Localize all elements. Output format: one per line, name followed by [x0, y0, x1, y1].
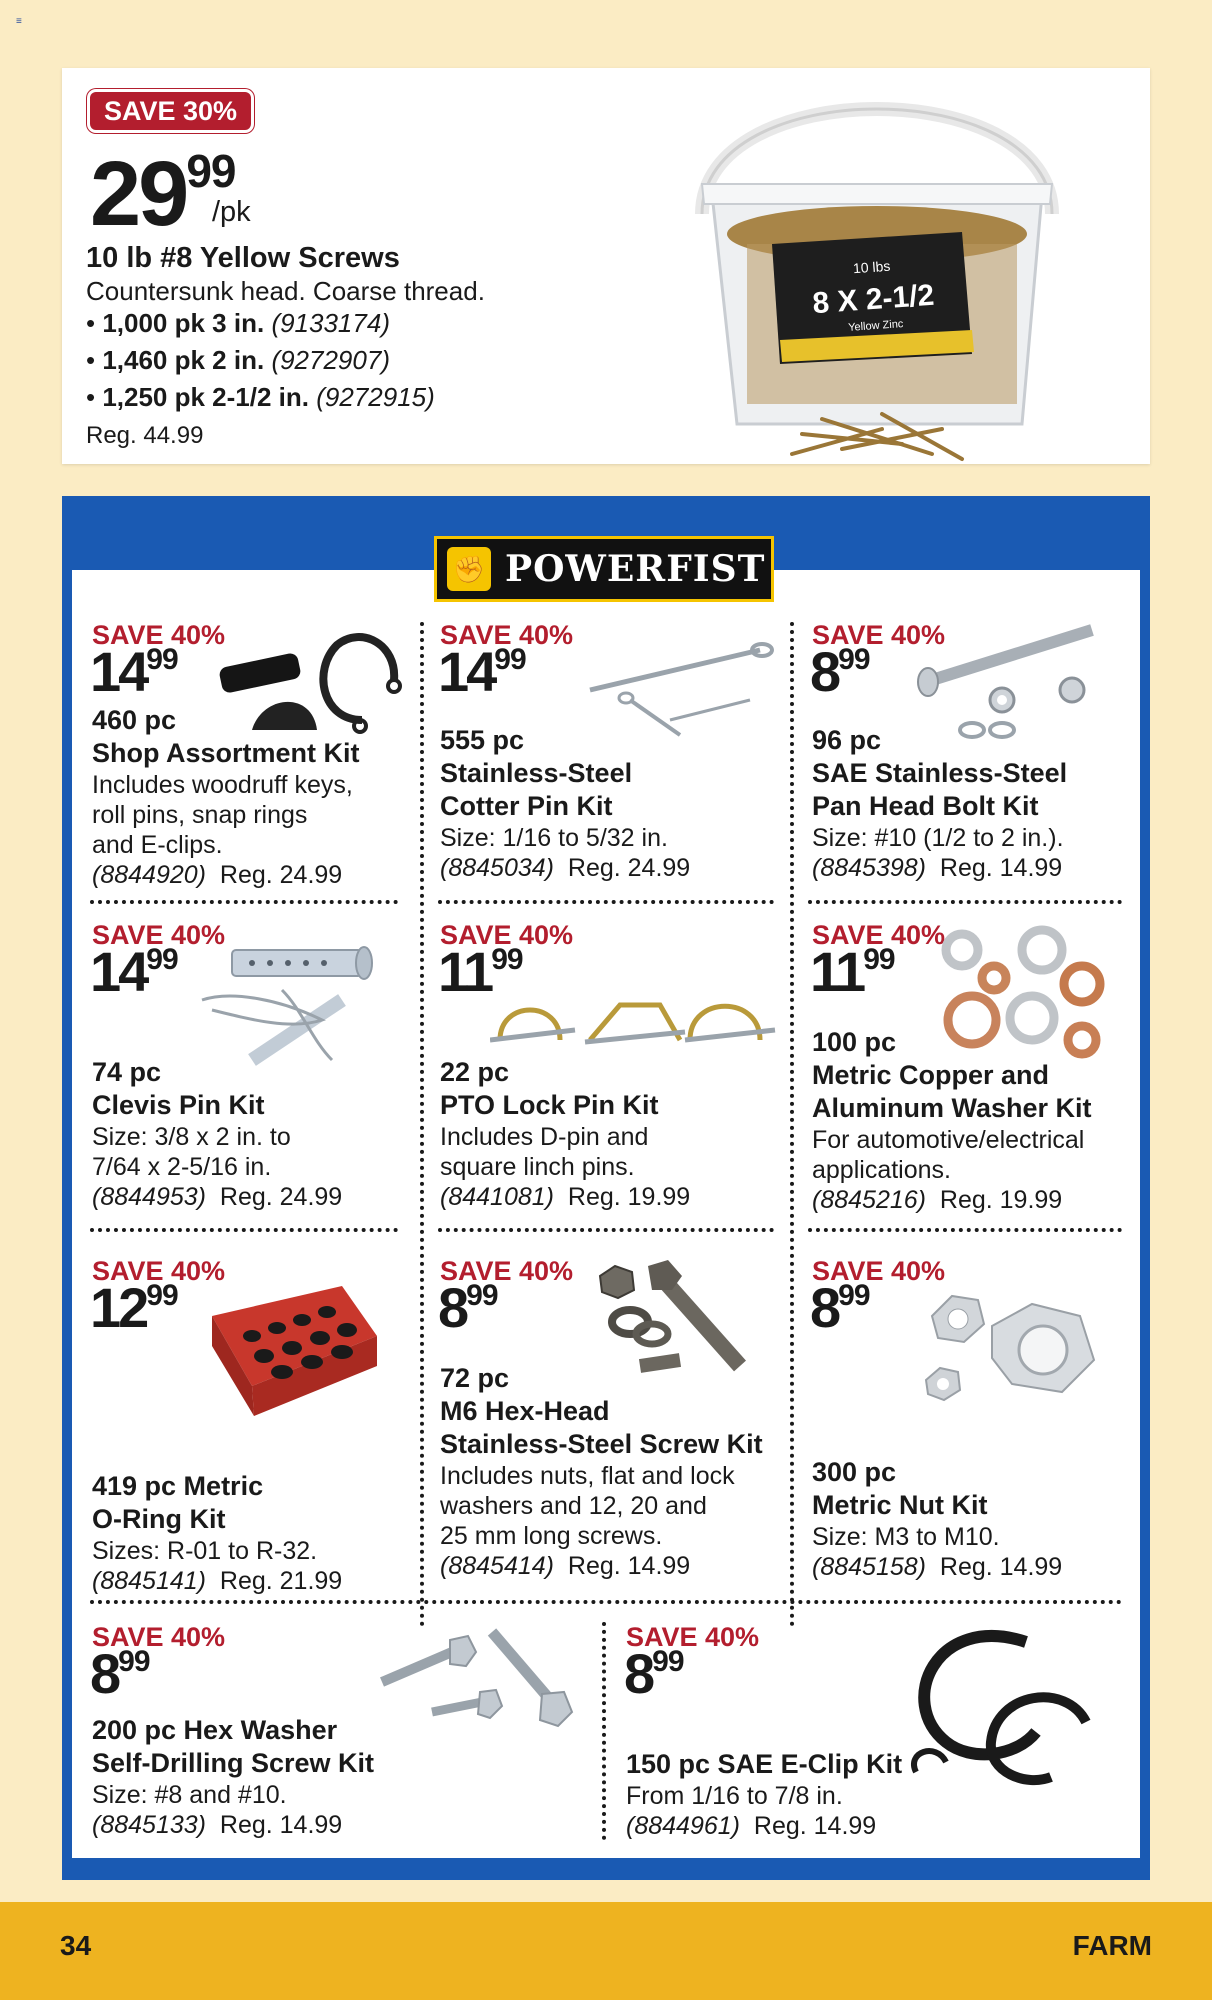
price-cents: 99: [146, 643, 178, 676]
e-clip-image: [876, 1582, 1116, 1812]
product-description: Countersunk head. Coarse thread.: [86, 276, 485, 306]
product-detail-line: Size: 3/8 x 2 in. to: [92, 1123, 291, 1151]
product-title-line: PTO Lock Pin Kit: [440, 1090, 659, 1120]
bucket-label-main: 8 X 2-1/2: [811, 278, 936, 321]
price: [438, 1276, 498, 1339]
product-card[interactable]: [440, 1256, 780, 1590]
price-dollars: 8: [438, 1276, 467, 1339]
product-detail-line: Size: #10 (1/2 to 2 in.).: [812, 824, 1064, 852]
powerfist-logo: [434, 536, 774, 602]
price: [90, 1276, 178, 1339]
product-detail-line: Sizes: R-01 to R-32.: [92, 1537, 318, 1565]
price-cents: 99: [863, 943, 895, 976]
product-title: [440, 1362, 763, 1461]
price-unit: /pk: [212, 196, 251, 228]
product-info: [440, 724, 690, 883]
variant-sku: (9133174): [271, 308, 390, 338]
price-cents: 99: [491, 943, 523, 976]
regular-price: Reg. 14.99: [753, 1812, 877, 1840]
price-dollars: 14: [438, 640, 495, 703]
price-dollars: 8: [90, 1642, 119, 1705]
price: [624, 1642, 684, 1705]
product-title-line: Self-Drilling Screw Kit: [92, 1748, 375, 1778]
regular-price: Reg. 24.99: [219, 861, 343, 889]
save-label: SAVE 40%: [812, 620, 946, 650]
product-sku: (8845141): [92, 1567, 206, 1595]
price-cents: 99: [838, 643, 870, 676]
price: [438, 640, 526, 703]
product-detail-line: [440, 1182, 690, 1212]
product-sku: (8845133): [92, 1811, 206, 1839]
product-title-line: Clevis Pin Kit: [92, 1090, 265, 1120]
product-title-line: 22 pc: [440, 1057, 510, 1087]
product-card[interactable]: [92, 620, 402, 890]
product-title-line: SAE Stainless-Steel: [812, 758, 1068, 788]
product-title: [92, 704, 360, 770]
product-title-line: 300 pc: [812, 1457, 897, 1487]
row-divider: [438, 1228, 774, 1232]
price-cents: 99: [146, 943, 178, 976]
pan-head-bolt-image: [912, 620, 1112, 740]
product-card[interactable]: [440, 920, 780, 1220]
price-dollars: 11: [810, 940, 864, 1003]
product-title-line: 74 pc: [92, 1057, 162, 1087]
product-detail-line: Size: #8 and #10.: [92, 1781, 287, 1809]
product-detail-line: square linch pins.: [440, 1153, 635, 1181]
regular-price: Reg. 14.99: [567, 1552, 691, 1580]
regular-price: Reg. 14.99: [939, 854, 1063, 882]
page-footer: [0, 1902, 1212, 2000]
product-detail-line: [92, 1810, 374, 1840]
product-title: [812, 1456, 1062, 1522]
save-label: SAVE 40%: [812, 1256, 946, 1286]
save-label: SAVE 40%: [92, 1622, 226, 1652]
price: [810, 640, 870, 703]
product-title: [440, 724, 690, 823]
product-sku: (8441081): [440, 1183, 554, 1211]
price: [810, 940, 895, 1003]
product-detail-line: 25 mm long screws.: [440, 1522, 663, 1550]
save-badge: SAVE 30%: [90, 92, 251, 130]
regular-price: Reg. 24.99: [219, 1183, 343, 1211]
product-card[interactable]: [440, 620, 780, 890]
product-detail-line: Size: M3 to M10.: [812, 1523, 1000, 1551]
price-dollars: 8: [810, 640, 839, 703]
powerfist-panel: [62, 496, 1150, 1880]
price-dollars: 14: [90, 640, 147, 703]
product-info: [812, 1026, 1092, 1215]
product-detail-line: roll pins, snap rings: [92, 801, 308, 829]
column-divider: [602, 1622, 606, 1840]
save-label: SAVE 40%: [812, 920, 946, 950]
product-title-line: 72 pc: [440, 1363, 510, 1393]
save-label: SAVE 40%: [92, 620, 226, 650]
price: [90, 940, 178, 1003]
regular-price: Reg. 19.99: [939, 1186, 1063, 1214]
product-sku: (8845158): [812, 1553, 926, 1581]
product-title: [812, 724, 1067, 823]
feature-product-card[interactable]: [62, 68, 1150, 464]
product-title-line: Metric Nut Kit: [812, 1490, 988, 1520]
product-detail-line: From 1/16 to 7/8 in.: [626, 1782, 843, 1810]
product-detail-line: Includes D-pin and: [440, 1123, 649, 1151]
self-drilling-screw-image: [372, 1622, 582, 1732]
clevis-pin-image: [192, 930, 392, 1070]
product-info: [92, 1714, 374, 1840]
product-detail-line: Size: 1/16 to 5/32 in.: [440, 824, 668, 852]
variant-item: • 1,460 pk 2 in. (9272907): [86, 345, 390, 375]
product-title-line: O-Ring Kit: [92, 1504, 226, 1534]
product-title-line: 96 pc: [812, 725, 882, 755]
product-title-line: 555 pc: [440, 725, 525, 755]
product-detail-line: For automotive/electrical: [812, 1126, 1085, 1154]
product-card[interactable]: [626, 1622, 1126, 1842]
product-title-line: Metric Copper and: [812, 1060, 1050, 1090]
product-title-line: 200 pc Hex Washer: [92, 1715, 338, 1745]
price: [90, 1642, 150, 1705]
regular-price: Reg. 14.99: [219, 1811, 343, 1839]
product-title-line: M6 Hex-Head: [440, 1396, 610, 1426]
product-title: [92, 1056, 342, 1122]
product-sku: (8844961): [626, 1812, 740, 1840]
o-ring-case-image: [192, 1276, 382, 1426]
variant-size: 1,000 pk 3 in.: [102, 308, 265, 338]
product-title-line: 150 pc SAE E-Clip Kit: [626, 1749, 903, 1779]
save-label: SAVE 40%: [92, 1256, 226, 1286]
product-detail-line: 7/64 x 2-5/16 in.: [92, 1153, 272, 1181]
price-cents: 99: [118, 1645, 150, 1678]
price-cents: 99: [838, 1279, 870, 1312]
bucket-label-sub: Yellow Zinc: [847, 318, 904, 334]
product-card[interactable]: [812, 620, 1122, 890]
product-title: [440, 1056, 690, 1122]
column-divider: [790, 622, 794, 1627]
product-card[interactable]: [812, 920, 1122, 1220]
price-dollars: 8: [810, 1276, 839, 1339]
price-cents: 99: [186, 145, 236, 197]
variant-item: • 1,000 pk 3 in. (9133174): [86, 308, 390, 338]
product-detail-line: [440, 853, 690, 883]
row-divider: [808, 900, 1122, 904]
row-divider: [438, 900, 774, 904]
product-title: [92, 1714, 374, 1780]
price: [90, 640, 178, 703]
price-cents: 99: [652, 1645, 684, 1678]
product-detail-line: and E-clips.: [92, 831, 223, 859]
product-card[interactable]: [90, 1256, 402, 1595]
product-detail-line: Includes nuts, flat and lock: [440, 1462, 735, 1490]
product-detail-line: [812, 1552, 1062, 1582]
product-title: [812, 1026, 1092, 1125]
regular-price: Reg. 44.99: [86, 422, 204, 449]
product-sku: (8845398): [812, 854, 926, 882]
bucket-label-top: 10 lbs: [852, 257, 891, 277]
variant-item: • 1,250 pk 2-1/2 in. (9272915): [86, 382, 435, 412]
price-dollars: 12: [90, 1276, 147, 1339]
product-detail-line: [812, 853, 1067, 883]
product-sku: (8845034): [440, 854, 554, 882]
product-title: 10 lb #8 Yellow Screws: [86, 242, 400, 274]
save-label: SAVE 40%: [440, 1256, 574, 1286]
product-detail-line: [440, 1551, 763, 1581]
regular-price: Reg. 24.99: [567, 854, 691, 882]
price: [810, 1276, 870, 1339]
product-info: [812, 1456, 1062, 1582]
product-info: [440, 1056, 690, 1212]
variant-list: [86, 308, 435, 419]
price-cents: 99: [146, 1279, 178, 1312]
regular-price: Reg. 19.99: [567, 1183, 691, 1211]
price-cents: 99: [494, 643, 526, 676]
product-info: [92, 1056, 342, 1212]
product-card[interactable]: [92, 920, 402, 1220]
save-label: SAVE 40%: [626, 1622, 760, 1652]
metric-nut-image: [912, 1276, 1112, 1426]
variant-sku: (9272915): [316, 382, 435, 412]
save-label: SAVE 40%: [440, 920, 574, 950]
screw-bucket-image: [642, 34, 1112, 464]
product-sku: (8845216): [812, 1186, 926, 1214]
product-detail-line: [92, 1566, 342, 1596]
price-dollars: 14: [90, 940, 147, 1003]
product-detail-line: [92, 860, 360, 890]
save-label: SAVE 40%: [92, 920, 226, 950]
product-info: [626, 1748, 902, 1841]
product-title-line: 100 pc: [812, 1027, 897, 1057]
product-title-line: Aluminum Washer Kit: [812, 1093, 1092, 1123]
page-number: 34: [60, 1930, 92, 1961]
product-detail-line: [92, 1182, 342, 1212]
product-detail-line: [812, 1185, 1092, 1215]
menu-icon: ≡: [16, 16, 22, 27]
column-divider: [420, 622, 424, 1627]
product-title: [626, 1748, 902, 1781]
section-label: FARM: [1072, 1930, 1152, 1961]
product-title-line: 419 pc Metric: [92, 1471, 264, 1501]
product-card[interactable]: [92, 1622, 592, 1842]
product-sku: (8845414): [440, 1552, 554, 1580]
product-detail-line: applications.: [812, 1156, 951, 1184]
regular-price: Reg. 21.99: [219, 1567, 343, 1595]
product-title-line: Pan Head Bolt Kit: [812, 791, 1039, 821]
product-sku: (8844920): [92, 861, 206, 889]
product-card[interactable]: [812, 1256, 1122, 1590]
row-divider: [90, 1228, 398, 1232]
product-detail-line: washers and 12, 20 and: [440, 1492, 707, 1520]
product-title-line: Cotter Pin Kit: [440, 791, 613, 821]
row-divider: [808, 1228, 1122, 1232]
regular-price: Reg. 14.99: [939, 1553, 1063, 1581]
variant-size: 1,250 pk 2-1/2 in.: [102, 382, 309, 412]
product-grid: [72, 570, 1140, 1858]
fist-icon: ✊: [447, 547, 491, 591]
product-title-line: Stainless-Steel Screw Kit: [440, 1429, 763, 1459]
price-dollars: 29: [90, 143, 187, 245]
row-divider: [90, 900, 398, 904]
product-info: [440, 1362, 763, 1581]
product-info: [92, 1470, 342, 1596]
product-info: [812, 724, 1067, 883]
product-detail-line: Includes woodruff keys,: [92, 771, 353, 799]
product-detail-line: [626, 1811, 902, 1841]
product-title-line: 460 pc: [92, 705, 177, 735]
variant-size: 1,460 pk 2 in.: [102, 345, 265, 375]
price-cents: 99: [466, 1279, 498, 1312]
variant-sku: (9272907): [271, 345, 390, 375]
product-title-line: Shop Assortment Kit: [92, 738, 360, 768]
save-label: SAVE 40%: [440, 620, 574, 650]
product-title: [92, 1470, 342, 1536]
price-dollars: 11: [438, 940, 492, 1003]
price-dollars: 8: [624, 1642, 653, 1705]
product-sku: (8844953): [92, 1183, 206, 1211]
brand-name: POWERFIST: [505, 548, 766, 590]
bucket-label: [772, 232, 974, 364]
product-info: [92, 704, 360, 890]
product-title-line: Stainless-Steel: [440, 758, 633, 788]
